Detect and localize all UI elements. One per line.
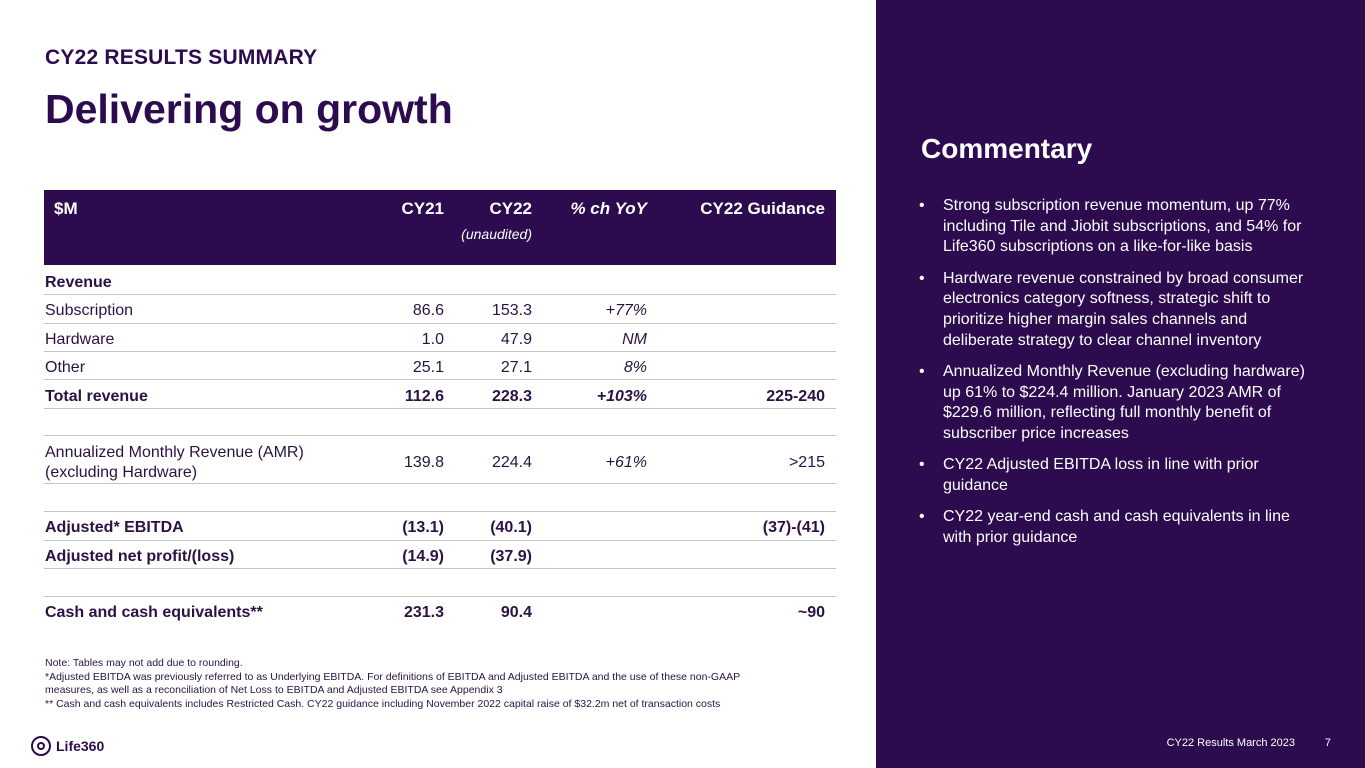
table-row-revenue-heading <box>44 266 836 295</box>
commentary-list <box>918 196 1318 559</box>
cell-guidance: (37)-(41) <box>762 519 825 536</box>
col-header-cy22: CY22 <box>489 199 532 218</box>
row-label: Revenue <box>45 274 112 291</box>
cell-guidance: 225-240 <box>766 388 825 405</box>
footnote: *Adjusted EBITDA was previously referred to as Underlying EBITDA. For definitions of EBITDA and Adjusted EBITDA and the use of these non-GAAP <box>45 670 741 683</box>
company-logo <box>31 736 104 756</box>
cell-pct: +103% <box>596 388 647 405</box>
page-title: Delivering on growth <box>45 86 453 132</box>
table-row-subscription <box>44 295 836 324</box>
cell-cy22: 47.9 <box>500 331 532 348</box>
row-label: Other <box>45 359 86 376</box>
cell-cy22: (37.9) <box>490 548 532 565</box>
table-spacer-row <box>44 484 836 512</box>
table-row-adjusted-net-profit <box>44 541 836 569</box>
cell-cy22: 153.3 <box>491 302 532 319</box>
logo-text: Life360 <box>56 738 105 754</box>
list-item: • Strong subscription revenue momentum, up 77% including Tile and Jiobit subscriptions, and 54% for Life360 subscriptions on a like-for-like basis <box>918 196 1318 258</box>
table-row-amr <box>44 436 836 484</box>
cell-pct: NM <box>622 331 647 348</box>
cell-cy22: (40.1) <box>490 519 532 536</box>
table-row-hardware <box>44 324 836 352</box>
cell-cy21: (14.9) <box>402 548 444 565</box>
footnote: measures, as well as a reconciliation of Net Loss to EBITDA and Adjusted EBITDA see Appendix 3 <box>45 684 503 696</box>
row-label: Subscription <box>45 302 134 319</box>
table-row-other <box>44 352 836 380</box>
list-item: • Hardware revenue constrained by broad consumer electronics category softness, strategic shift to prioritize higher margin sales channels and deliberate strategy to clear channel inventory <box>918 269 1318 352</box>
table-spacer-row <box>44 569 836 597</box>
cell-pct: +61% <box>605 454 647 471</box>
table-row-cash <box>44 597 836 629</box>
list-item: • Annualized Monthly Revenue (excluding hardware) up 61% to $224.4 million. January 2023 AMR of $229.6 million, reflecting full monthly benefit of subscriber price increases <box>918 362 1318 445</box>
list-item: • CY22 year-end cash and cash equivalents in line with prior guidance <box>918 507 1318 548</box>
page-number: 7 <box>1324 737 1331 749</box>
row-label: Total revenue <box>45 388 148 405</box>
cell-cy21: 25.1 <box>412 359 444 376</box>
commentary-title: Commentary <box>921 133 1093 164</box>
row-label: Adjusted net profit/(loss) <box>45 548 235 565</box>
commentary-panel <box>876 0 1365 768</box>
table-header <box>44 190 836 265</box>
footnote: ** Cash and cash equivalents includes Restricted Cash. CY22 guidance including November 2022 capital raise of $32.2m net of transaction costs <box>45 697 721 710</box>
cell-cy21: 86.6 <box>412 302 444 319</box>
cell-guidance: >215 <box>788 454 825 471</box>
cell-pct: 8% <box>623 359 647 376</box>
table-row-adjusted-ebitda <box>44 512 836 541</box>
cell-guidance: ~90 <box>797 604 825 621</box>
cell-cy21: 231.3 <box>403 604 444 621</box>
table-row-total-revenue <box>44 380 836 409</box>
row-label: Cash and cash equivalents** <box>45 604 263 621</box>
footnote: Note: Tables may not add due to rounding. <box>45 657 243 669</box>
cell-cy22: 224.4 <box>491 454 532 471</box>
col-header-guidance: CY22 Guidance <box>700 199 825 218</box>
row-label: Adjusted* EBITDA <box>45 519 184 536</box>
cell-cy22: 228.3 <box>491 388 532 405</box>
col-header-label: $M <box>54 199 78 218</box>
cell-cy21: 112.6 <box>404 388 444 405</box>
row-label: Annualized Monthly Revenue (AMR) <box>45 444 304 461</box>
footer-text: CY22 Results March 2023 <box>1166 737 1295 749</box>
col-header-pct-change: % ch YoY <box>570 199 647 218</box>
cell-cy21: (13.1) <box>402 519 444 536</box>
section-kicker: CY22 RESULTS SUMMARY <box>45 46 318 69</box>
list-item: • CY22 Adjusted EBITDA loss in line with prior guidance <box>918 455 1318 496</box>
cell-cy22: 90.4 <box>500 604 532 621</box>
footnotes <box>45 657 835 711</box>
life360-logo-icon <box>31 736 51 756</box>
cell-cy21: 139.8 <box>403 454 444 471</box>
col-header-cy22-note: (unaudited) <box>461 226 532 242</box>
row-label-line2: (excluding Hardware) <box>45 464 198 481</box>
table-spacer-row <box>44 409 836 436</box>
row-label: Hardware <box>45 331 115 348</box>
cell-pct: +77% <box>605 302 647 319</box>
col-header-cy21: CY21 <box>401 199 444 218</box>
cell-cy21: 1.0 <box>421 331 444 348</box>
cell-cy22: 27.1 <box>500 359 532 376</box>
